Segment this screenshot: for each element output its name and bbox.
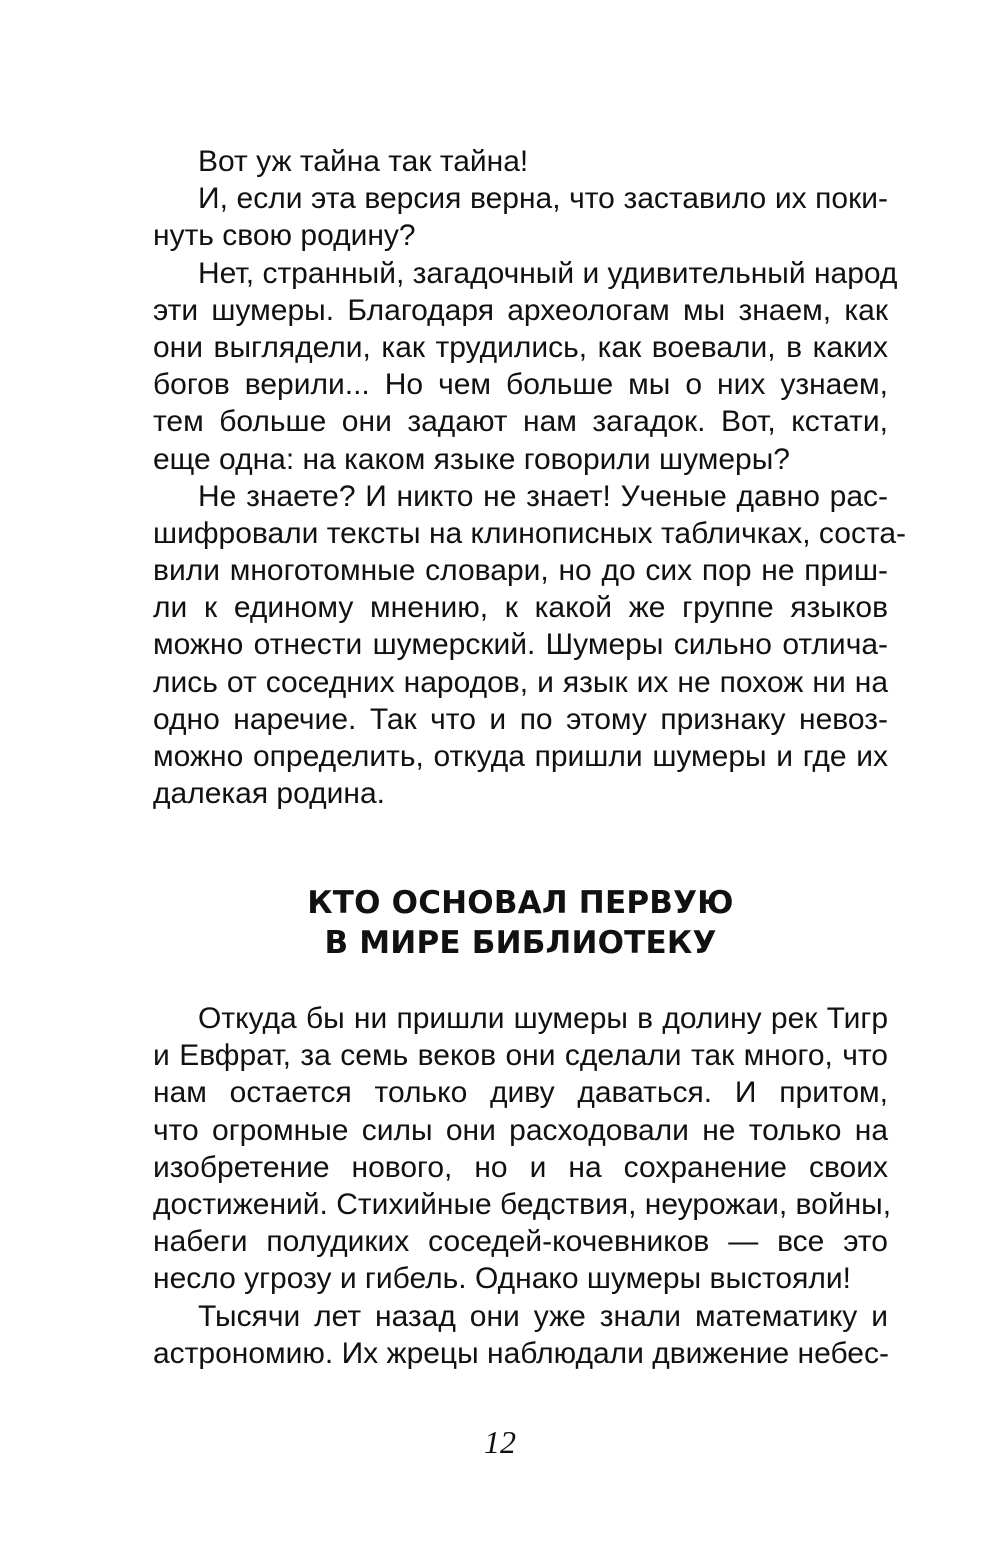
page-number: 12 (484, 1424, 516, 1460)
text-line: что огромные силы они расходовали не только на (153, 1113, 888, 1147)
section-heading (153, 883, 888, 963)
text-line: шифровали тексты на клинописных табличках, соста- (153, 516, 907, 550)
text-section-top (153, 143, 907, 812)
text-line: Откуда бы ни пришли шумеры в долину рек Тигр (198, 1002, 888, 1035)
text-line: можно отнести шумерский. Шумеры сильно отлича- (153, 628, 888, 662)
text-line: несло угрозу и гибель. Однако шумеры выстояли! (153, 1262, 851, 1296)
text-line: Вот уж тайна так тайна! (198, 145, 529, 178)
text-line: ли к единому мнению, к какой же группе языков (153, 591, 888, 625)
text-line: тем больше они задают нам загадок. Вот, кстати, (153, 405, 888, 439)
text-line: лись от соседних народов, и язык их не похож ни на (153, 665, 888, 699)
section-heading-line-2: В МИРЕ БИБЛИОТЕКУ (324, 925, 717, 961)
text-line: далекая родина. (153, 777, 385, 811)
text-line: вили многотомные словари, но до сих пор не приш- (153, 554, 888, 588)
text-line: достижений. Стихийные бедствия, неурожаи, войны, (153, 1187, 892, 1221)
text-line: Нет, странный, загадочный и удивительный народ (198, 256, 898, 290)
text-line: одно наречие. Так что и по этому признаку невоз- (153, 702, 888, 736)
text-line: богов верили... Но чем больше мы о них узнаем, (153, 368, 888, 402)
text-section-bottom (153, 1000, 892, 1372)
text-line: набеги полудиких соседей-кочевников — все это (153, 1225, 888, 1259)
text-line: астрономию. Их жрецы наблюдали движение небес- (153, 1336, 889, 1370)
text-line: они выглядели, как трудились, как воевали, в каких (153, 330, 888, 364)
text-line: И, если эта версия верна, что заставило их поки- (198, 182, 888, 216)
text-line: нам остается только диву даваться. И притом, (153, 1076, 888, 1110)
text-line: изобретение нового, но и на сохранение своих (153, 1150, 888, 1184)
text-line: нуть свою родину? (153, 219, 416, 253)
section-heading-line-1: КТО ОСНОВАЛ ПЕРВУЮ (307, 885, 734, 921)
text-line: Не знаете? И никто не знает! Ученые давно рас- (198, 479, 888, 513)
text-line: и Евфрат, за семь веков они сделали так много, что (153, 1039, 888, 1073)
text-line: можно определить, откуда пришли шумеры и где их (153, 740, 888, 773)
text-line: еще одна: на каком языке говорили шумеры? (153, 442, 790, 476)
text-line: Тысячи лет назад они уже знали математику и (198, 1299, 888, 1333)
text-line: эти шумеры. Благодаря археологам мы знаем, как (153, 293, 888, 327)
